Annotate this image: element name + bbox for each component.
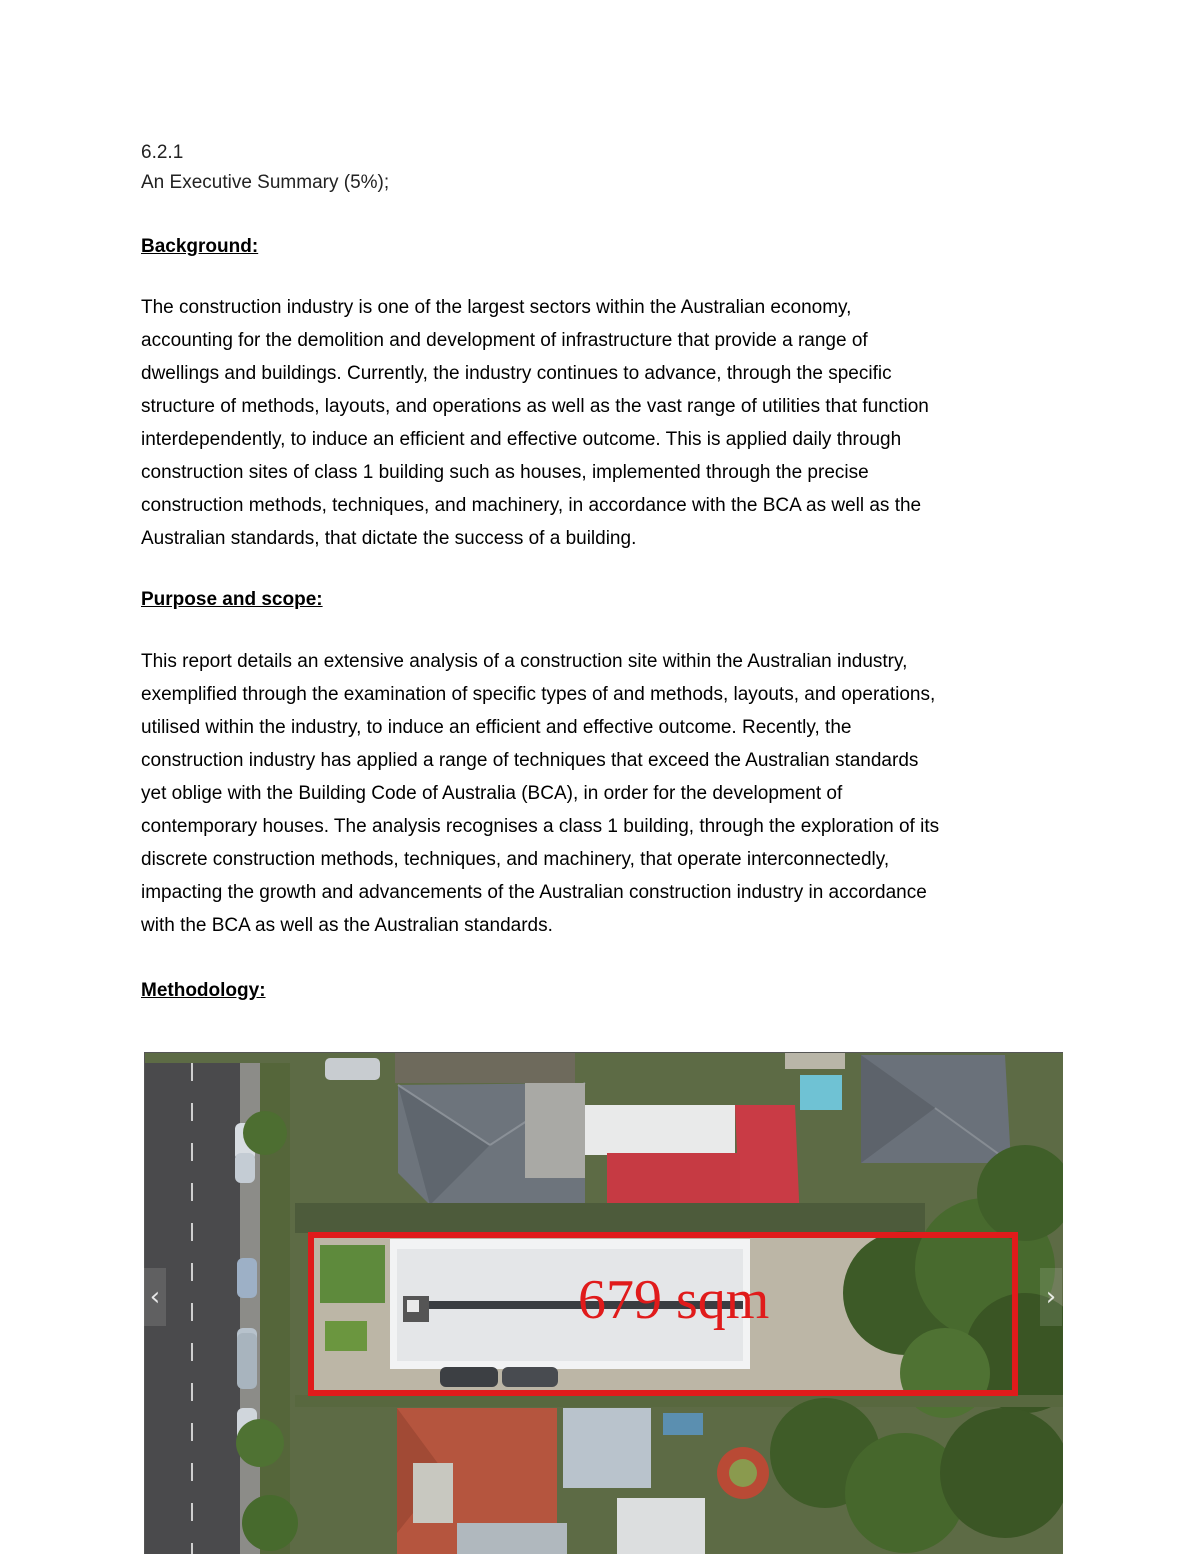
paragraph-line: Australian standards, that dictate the success of a building. [141,528,637,549]
paragraph-line: exemplified through the examination of specific types of and methods, layouts, and operations, [141,684,936,705]
paragraph-line: The construction industry is one of the largest sectors within the Australian economy, [141,297,852,318]
paragraph-line: discrete construction methods, techniques, and machinery, that operate interconnectedly, [141,849,890,870]
background-paragraph [141,291,1061,555]
paragraph-line: contemporary houses. The analysis recognises a class 1 building, through the exploration of its [141,816,940,837]
paragraph-line: accounting for the demolition and development of infrastructure that provide a range of [141,330,868,351]
chevron-right-icon[interactable]: › [1040,1268,1062,1326]
background-heading: Background: [141,236,259,257]
paragraph-line: This report details an extensive analysis of a construction site within the Australian industry, [141,651,908,672]
paragraph-line: interdependently, to induce an efficient and effective outcome. This is applied daily through [141,429,902,450]
paragraph-line: utilised within the industry, to induce an efficient and effective outcome. Recently, the [141,717,852,738]
site-area-label: 679 sqm [578,1269,770,1331]
section-number: 6.2.1 [141,142,184,163]
paragraph-line: construction methods, techniques, and machinery, in accordance with the BCA as well as the [141,495,922,516]
methodology-heading: Methodology: [141,980,266,1001]
paragraph-line: construction industry has applied a range of techniques that exceed the Australian standards [141,750,919,771]
purpose-paragraph [141,645,1061,942]
paragraph-line: yet oblige with the Building Code of Australia (BCA), in order for the development of [141,783,843,804]
paragraph-line: with the BCA as well as the Australian standards. [141,915,553,936]
paragraph-line: structure of methods, layouts, and operations as well as the vast range of utilities that function [141,396,929,417]
section-subtitle: An Executive Summary (5%); [141,172,390,193]
paragraph-line: dwellings and buildings. Currently, the industry continues to advance, through the specific [141,363,892,384]
chevron-left-icon[interactable]: ‹ [144,1268,166,1326]
paragraph-line: construction sites of class 1 building such as houses, implemented through the precise [141,462,869,483]
paragraph-line: impacting the growth and advancements of the Australian construction industry in accordance [141,882,927,903]
purpose-heading: Purpose and scope: [141,589,323,610]
